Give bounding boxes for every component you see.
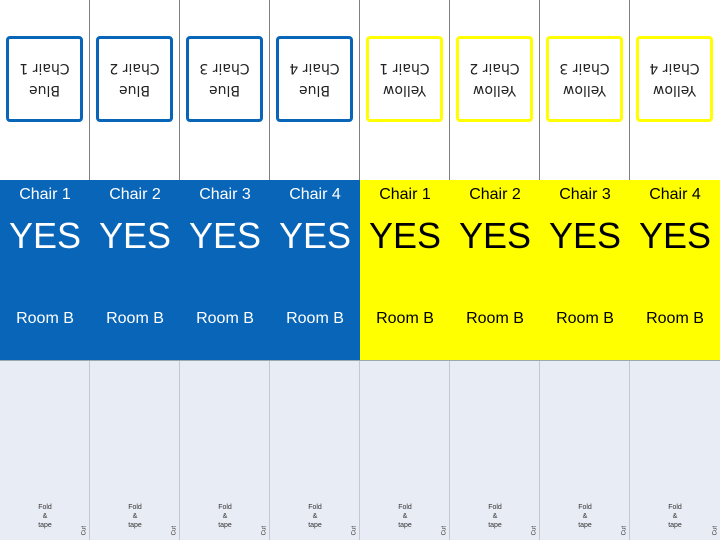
fold-text: Fold (38, 504, 52, 511)
room-label: Room B (556, 310, 614, 327)
tape-text: tape (668, 522, 682, 529)
fold-tape-panel (450, 360, 540, 540)
chair-name-rotated: Chair 2 (469, 60, 520, 76)
fold-and-tape-note (650, 503, 700, 530)
room-label: Room B (196, 310, 254, 327)
ampersand-text: & (222, 513, 228, 520)
card-back-panel (630, 0, 720, 180)
cut-mark: Cut (621, 526, 627, 536)
chair-name-rotated: Chair 2 (109, 60, 160, 76)
upside-down-label (366, 36, 443, 122)
color-name: Yellow (382, 82, 427, 98)
fold-tape-panel (630, 360, 720, 540)
card-back-panel (540, 0, 630, 180)
chair-label: Chair 2 (469, 186, 521, 203)
upside-down-label (636, 36, 713, 122)
chair-name-rotated: Chair 1 (379, 60, 430, 76)
yes-label: YES (188, 215, 262, 256)
ampersand-text: & (402, 513, 408, 520)
fold-text: Fold (398, 504, 412, 511)
chair-name-rotated: Chair 1 (19, 60, 70, 76)
ampersand-text: & (672, 513, 678, 520)
card-front-panel (630, 180, 720, 360)
cut-mark: Cut (351, 526, 357, 536)
fold-text: Fold (488, 504, 502, 511)
fold-tape-panel (180, 360, 270, 540)
fold-and-tape-note (470, 503, 520, 530)
fold-tape-panel (0, 360, 90, 540)
room-label: Room B (106, 310, 164, 327)
card-back-panel (90, 0, 180, 180)
ampersand-text: & (492, 513, 498, 520)
upside-down-label (186, 36, 263, 122)
cut-mark: Cut (81, 526, 87, 536)
chair-label: Chair 3 (199, 186, 251, 203)
yes-label: YES (458, 215, 532, 256)
fold-and-tape-note (110, 503, 160, 530)
tape-text: tape (218, 522, 232, 529)
cut-mark: Cut (441, 526, 447, 536)
ampersand-text: & (132, 513, 138, 520)
tape-text: tape (38, 522, 52, 529)
room-label: Room B (646, 310, 704, 327)
tent-card-column (360, 0, 450, 540)
upside-down-label (6, 36, 83, 122)
room-label: Room B (376, 310, 434, 327)
chair-name-rotated: Chair 4 (289, 60, 340, 76)
chair-label: Chair 4 (649, 186, 701, 203)
chair-label: Chair 3 (559, 186, 611, 203)
card-front-panel (360, 180, 450, 360)
tape-text: tape (488, 522, 502, 529)
fold-tape-panel (270, 360, 360, 540)
tent-card-column (180, 0, 270, 540)
tape-text: tape (308, 522, 322, 529)
fold-tape-panel (90, 360, 180, 540)
fold-and-tape-note (20, 503, 70, 530)
ampersand-text: & (42, 513, 48, 520)
cut-mark: Cut (531, 526, 537, 536)
chair-label: Chair 1 (19, 186, 71, 203)
room-label: Room B (286, 310, 344, 327)
card-back-panel (0, 0, 90, 180)
tent-card-column (270, 0, 360, 540)
upside-down-label (276, 36, 353, 122)
card-front-panel (180, 180, 270, 360)
card-front-panel (90, 180, 180, 360)
tent-card-column (90, 0, 180, 540)
tent-card-column (630, 0, 720, 540)
fold-and-tape-note (290, 503, 340, 530)
color-name: Blue (299, 82, 330, 98)
color-name: Blue (209, 82, 240, 98)
card-front-panel (450, 180, 540, 360)
chair-name-rotated: Chair 3 (199, 60, 250, 76)
tape-text: tape (398, 522, 412, 529)
fold-text: Fold (668, 504, 682, 511)
upside-down-label (96, 36, 173, 122)
fold-text: Fold (578, 504, 592, 511)
chair-label: Chair 2 (109, 186, 161, 203)
ampersand-text: & (582, 513, 588, 520)
ampersand-text: & (312, 513, 318, 520)
room-label: Room B (466, 310, 524, 327)
chair-label: Chair 4 (289, 186, 341, 203)
card-back-panel (360, 0, 450, 180)
cut-mark: Cut (261, 526, 267, 536)
color-name: Blue (119, 82, 150, 98)
card-back-panel (450, 0, 540, 180)
tent-card-column (0, 0, 90, 540)
color-name: Yellow (562, 82, 607, 98)
card-back-panel (270, 0, 360, 180)
color-name: Blue (29, 82, 60, 98)
fold-and-tape-note (560, 503, 610, 530)
fold-text: Fold (218, 504, 232, 511)
yes-label: YES (98, 215, 172, 256)
card-front-panel (270, 180, 360, 360)
yes-label: YES (278, 215, 352, 256)
upside-down-label (456, 36, 533, 122)
yes-label: YES (548, 215, 622, 256)
yes-label: YES (638, 215, 712, 256)
chair-label: Chair 1 (379, 186, 431, 203)
fold-text: Fold (128, 504, 142, 511)
fold-line (0, 360, 720, 361)
card-front-panel (540, 180, 630, 360)
cut-mark: Cut (712, 526, 718, 536)
color-name: Yellow (652, 82, 697, 98)
card-back-panel (180, 0, 270, 180)
chair-name-rotated: Chair 4 (649, 60, 700, 76)
tape-text: tape (128, 522, 142, 529)
card-front-panel (0, 180, 90, 360)
fold-tape-panel (540, 360, 630, 540)
fold-text: Fold (308, 504, 322, 511)
cut-mark: Cut (171, 526, 177, 536)
tent-card-column (450, 0, 540, 540)
fold-and-tape-note (200, 503, 250, 530)
chair-name-rotated: Chair 3 (559, 60, 610, 76)
color-name: Yellow (472, 82, 517, 98)
room-label: Room B (16, 310, 74, 327)
upside-down-label (546, 36, 623, 122)
fold-and-tape-note (380, 503, 430, 530)
yes-label: YES (8, 215, 82, 256)
tape-text: tape (578, 522, 592, 529)
tent-card-column (540, 0, 630, 540)
fold-tape-panel (360, 360, 450, 540)
yes-label: YES (368, 215, 442, 256)
